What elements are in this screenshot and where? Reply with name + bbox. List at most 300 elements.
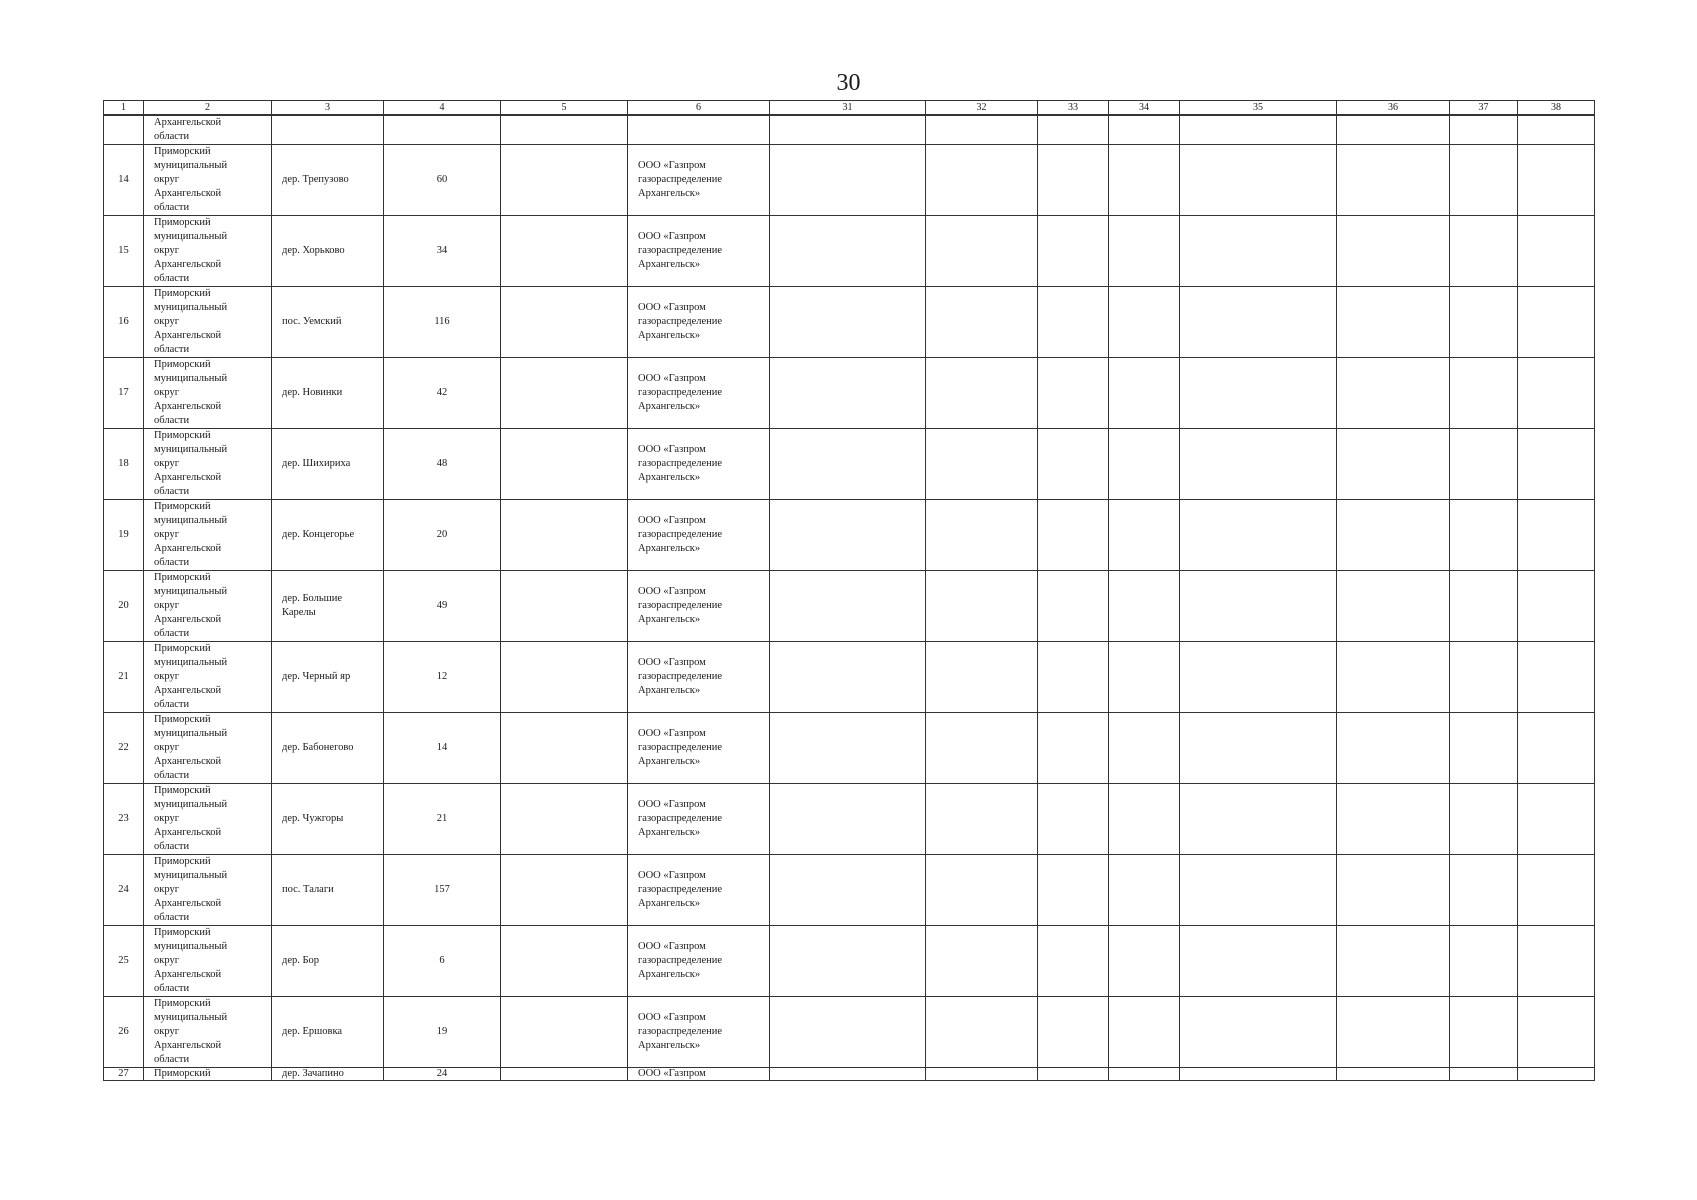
operator-cell: [628, 429, 770, 500]
cell-line: пос. Талаги: [282, 884, 334, 895]
table-row: [104, 145, 1595, 216]
municipality-cell: [144, 713, 272, 784]
settlement-cell: [272, 358, 384, 429]
cell-line: Архангельск»: [638, 401, 701, 412]
cell-line: муниципальный: [154, 373, 228, 384]
empty-cell: [1450, 145, 1518, 216]
empty-cell: [770, 500, 926, 571]
empty-cell: [1337, 358, 1450, 429]
row-number-cell: 23: [104, 784, 144, 855]
operator-cell: [628, 216, 770, 287]
empty-cell: [1038, 216, 1109, 287]
cell-line: дер. Черный яр: [282, 671, 351, 682]
cell-line: дер. Шихириха: [282, 458, 351, 469]
cell-line: газораспределение: [638, 600, 723, 611]
empty-cell: [926, 642, 1038, 713]
row-number-cell: 21: [104, 642, 144, 713]
empty-cell: [1450, 784, 1518, 855]
settlement-cell: [272, 571, 384, 642]
empty-cell: [1038, 571, 1109, 642]
empty-cell: [1109, 713, 1180, 784]
column-number-row: [104, 101, 1595, 116]
cell-line: области: [154, 628, 190, 639]
operator-cell: [628, 145, 770, 216]
empty-cell: [770, 216, 926, 287]
empty-cell: [1450, 500, 1518, 571]
empty-cell: [770, 642, 926, 713]
count-cell: 60: [384, 145, 501, 216]
empty-cell: [1180, 642, 1337, 713]
cell-line: газораспределение: [638, 174, 723, 185]
empty-cell: [926, 429, 1038, 500]
cell-line: дер. Ершовка: [282, 1026, 343, 1037]
empty-cell: [1180, 358, 1337, 429]
table-row: [104, 1068, 1595, 1081]
count-cell: 34: [384, 216, 501, 287]
empty-cell: [1337, 571, 1450, 642]
cell-line: Архангельск»: [638, 614, 701, 625]
cell-line: округ: [154, 458, 180, 469]
column-header: 37: [1450, 101, 1518, 116]
count-cell: 12: [384, 642, 501, 713]
cell-line: муниципальный: [154, 231, 228, 242]
operator-cell: [628, 784, 770, 855]
empty-cell: [926, 500, 1038, 571]
cell-line: ООО «Газпром: [638, 586, 706, 597]
cell-line: округ: [154, 600, 180, 611]
municipality-cell: [144, 997, 272, 1068]
cell-line: области: [154, 344, 190, 355]
row-number-cell: [104, 115, 144, 145]
empty-cell: [1450, 1068, 1518, 1081]
operator-cell: [628, 1068, 770, 1081]
cell-line: округ: [154, 529, 180, 540]
cell-line: округ: [154, 884, 180, 895]
cell-line: области: [154, 202, 190, 213]
empty-cell: [1109, 287, 1180, 358]
column-header: 6: [628, 101, 770, 116]
operator-cell: [628, 500, 770, 571]
cell-line: округ: [154, 671, 180, 682]
cell-line: Архангельск»: [638, 827, 701, 838]
empty-cell: [1450, 642, 1518, 713]
operator-cell: [628, 855, 770, 926]
empty-cell: [501, 500, 628, 571]
empty-cell: [501, 145, 628, 216]
empty-cell: [1337, 145, 1450, 216]
cell-line: ООО «Газпром: [638, 799, 706, 810]
cell-line: газораспределение: [638, 458, 723, 469]
column-header: 34: [1109, 101, 1180, 116]
empty-cell: [501, 855, 628, 926]
cell-line: дер. Новинки: [282, 387, 343, 398]
empty-cell: [770, 571, 926, 642]
column-header: 4: [384, 101, 501, 116]
empty-cell: [1109, 145, 1180, 216]
cell-line: области: [154, 699, 190, 710]
empty-cell: [926, 855, 1038, 926]
operator-cell: [628, 571, 770, 642]
count-cell: 21: [384, 784, 501, 855]
empty-cell: [1180, 784, 1337, 855]
count-cell: 20: [384, 500, 501, 571]
cell-line: Приморский: [154, 217, 211, 228]
row-number-cell: 18: [104, 429, 144, 500]
operator-cell: [628, 358, 770, 429]
empty-cell: [1180, 713, 1337, 784]
operator-cell: [628, 287, 770, 358]
column-header: 2: [144, 101, 272, 116]
cell-line: муниципальный: [154, 515, 228, 526]
cell-line: ООО «Газпром: [638, 870, 706, 881]
municipality-cell: [144, 429, 272, 500]
empty-cell: [501, 642, 628, 713]
empty-cell: [1450, 216, 1518, 287]
cell-line: Архангельск»: [638, 969, 701, 980]
empty-cell: [501, 571, 628, 642]
table-row: [104, 997, 1595, 1068]
empty-cell: [1518, 713, 1595, 784]
cell-line: области: [154, 486, 190, 497]
cell-line: Приморский: [154, 785, 211, 796]
cell-line: пос. Уемский: [282, 316, 342, 327]
empty-cell: [770, 784, 926, 855]
empty-cell: [1180, 145, 1337, 216]
table-row: [104, 855, 1595, 926]
cell-line: Приморский: [154, 927, 211, 938]
municipality-cell: [144, 571, 272, 642]
settlement-cell: [272, 429, 384, 500]
empty-cell: [1518, 1068, 1595, 1081]
empty-cell: [1518, 216, 1595, 287]
cell-line: муниципальный: [154, 657, 228, 668]
cell-line: муниципальный: [154, 870, 228, 881]
empty-cell: [1180, 571, 1337, 642]
empty-cell: [628, 115, 770, 145]
settlement-cell: [272, 145, 384, 216]
cell-line: дер. Бабонегово: [282, 742, 354, 753]
cell-line: Архангельской: [154, 401, 222, 412]
empty-cell: [1518, 145, 1595, 216]
table-row: [104, 500, 1595, 571]
count-cell: 14: [384, 713, 501, 784]
cell-line: округ: [154, 742, 180, 753]
column-header: 1: [104, 101, 144, 116]
empty-cell: [1038, 784, 1109, 855]
empty-cell: [1180, 500, 1337, 571]
municipality-cell: [144, 926, 272, 997]
cell-line: ООО «Газпром: [638, 302, 706, 313]
cell-line: Архангельской: [154, 827, 222, 838]
empty-cell: [1109, 115, 1180, 145]
cell-line: Архангельской: [154, 898, 222, 909]
cell-line: Архангельск»: [638, 756, 701, 767]
table-row: [104, 784, 1595, 855]
empty-cell: [1038, 855, 1109, 926]
cell-line: Архангельск»: [638, 1040, 701, 1051]
empty-cell: [1518, 115, 1595, 145]
cell-line: округ: [154, 316, 180, 327]
count-cell: 24: [384, 1068, 501, 1081]
cell-line: дер. Хорьково: [282, 245, 345, 256]
cell-line: ООО «Газпром: [638, 515, 706, 526]
empty-cell: [501, 713, 628, 784]
empty-cell: [1180, 997, 1337, 1068]
cell-line: округ: [154, 813, 180, 824]
settlements-table: [103, 100, 1595, 1081]
cell-line: Архангельской: [154, 259, 222, 270]
empty-cell: [1450, 571, 1518, 642]
operator-cell: [628, 997, 770, 1068]
empty-cell: [926, 997, 1038, 1068]
count-cell: 48: [384, 429, 501, 500]
cell-line: области: [154, 770, 190, 781]
cell-line: Приморский: [154, 572, 211, 583]
empty-cell: [501, 216, 628, 287]
empty-cell: [1109, 855, 1180, 926]
column-header: 33: [1038, 101, 1109, 116]
column-header: 5: [501, 101, 628, 116]
empty-cell: [1518, 500, 1595, 571]
cell-line: Приморский: [154, 643, 211, 654]
cell-line: Приморский: [154, 288, 211, 299]
cell-line: Приморский: [154, 501, 211, 512]
empty-cell: [1337, 429, 1450, 500]
settlement-cell: [272, 784, 384, 855]
table-row: [104, 216, 1595, 287]
table-row: [104, 642, 1595, 713]
empty-cell: [1337, 1068, 1450, 1081]
empty-cell: [1337, 115, 1450, 145]
column-header: 32: [926, 101, 1038, 116]
municipality-cell: [144, 1068, 272, 1081]
cell-line: газораспределение: [638, 742, 723, 753]
cell-line: ООО «Газпром: [638, 941, 706, 952]
row-number-cell: 19: [104, 500, 144, 571]
empty-cell: [926, 358, 1038, 429]
empty-cell: [1180, 287, 1337, 358]
empty-cell: [1109, 997, 1180, 1068]
empty-cell: [1038, 145, 1109, 216]
empty-cell: [501, 115, 628, 145]
cell-line: муниципальный: [154, 302, 228, 313]
empty-cell: [1038, 642, 1109, 713]
empty-cell: [501, 997, 628, 1068]
cell-line: области: [154, 557, 190, 568]
row-number-cell: 27: [104, 1068, 144, 1081]
cell-line: Архангельск»: [638, 685, 701, 696]
table-row: [104, 358, 1595, 429]
settlement-cell: [272, 855, 384, 926]
empty-cell: [1518, 997, 1595, 1068]
empty-cell: [926, 216, 1038, 287]
cell-line: области: [154, 273, 190, 284]
cell-line: округ: [154, 387, 180, 398]
municipality-cell: [144, 115, 272, 145]
empty-cell: [770, 713, 926, 784]
table-row: [104, 713, 1595, 784]
settlement-cell: [272, 926, 384, 997]
empty-cell: [1450, 855, 1518, 926]
empty-cell: [1038, 287, 1109, 358]
empty-cell: [1038, 713, 1109, 784]
table-body: [104, 115, 1595, 1081]
empty-cell: [1450, 115, 1518, 145]
cell-line: Приморский: [154, 359, 211, 370]
empty-cell: [770, 926, 926, 997]
empty-cell: [384, 115, 501, 145]
settlement-cell: [272, 713, 384, 784]
cell-line: муниципальный: [154, 1012, 228, 1023]
empty-cell: [1518, 855, 1595, 926]
cell-line: газораспределение: [638, 671, 723, 682]
column-header: 3: [272, 101, 384, 116]
municipality-cell: [144, 784, 272, 855]
cell-line: Приморский: [154, 998, 211, 1009]
cell-line: Архангельской: [154, 472, 222, 483]
empty-cell: [501, 1068, 628, 1081]
empty-cell: [1180, 429, 1337, 500]
empty-cell: [770, 855, 926, 926]
count-cell: 19: [384, 997, 501, 1068]
settlement-cell: [272, 500, 384, 571]
count-cell: 49: [384, 571, 501, 642]
column-header: 35: [1180, 101, 1337, 116]
cell-line: области: [154, 983, 190, 994]
empty-cell: [1109, 926, 1180, 997]
empty-cell: [1038, 997, 1109, 1068]
cell-line: области: [154, 415, 190, 426]
settlement-cell: [272, 216, 384, 287]
empty-cell: [770, 115, 926, 145]
empty-cell: [1109, 358, 1180, 429]
cell-line: ООО «Газпром: [638, 1068, 706, 1079]
empty-cell: [926, 1068, 1038, 1081]
cell-line: Приморский: [154, 430, 211, 441]
empty-cell: [1337, 642, 1450, 713]
empty-cell: [770, 358, 926, 429]
empty-cell: [1180, 115, 1337, 145]
municipality-cell: [144, 500, 272, 571]
table-row: [104, 429, 1595, 500]
cell-line: Архангельской: [154, 1040, 222, 1051]
cell-line: Приморский: [154, 714, 211, 725]
row-number-cell: 15: [104, 216, 144, 287]
cell-line: ООО «Газпром: [638, 1012, 706, 1023]
empty-cell: [1518, 358, 1595, 429]
cell-line: Архангельск»: [638, 259, 701, 270]
cell-line: дер. Зачапино: [282, 1068, 344, 1079]
cell-line: газораспределение: [638, 813, 723, 824]
cell-line: Архангельской: [154, 543, 222, 554]
empty-cell: [1038, 358, 1109, 429]
cell-line: Архангельской: [154, 330, 222, 341]
cell-line: газораспределение: [638, 1026, 723, 1037]
table-row: [104, 287, 1595, 358]
empty-cell: [926, 571, 1038, 642]
empty-cell: [770, 287, 926, 358]
empty-cell: [272, 115, 384, 145]
cell-line: муниципальный: [154, 799, 228, 810]
empty-cell: [1450, 358, 1518, 429]
cell-line: Архангельской: [154, 969, 222, 980]
count-cell: 116: [384, 287, 501, 358]
cell-line: муниципальный: [154, 586, 228, 597]
empty-cell: [926, 287, 1038, 358]
municipality-cell: [144, 358, 272, 429]
empty-cell: [1038, 500, 1109, 571]
empty-cell: [501, 926, 628, 997]
cell-line: ООО «Газпром: [638, 657, 706, 668]
row-number-cell: 17: [104, 358, 144, 429]
count-cell: 42: [384, 358, 501, 429]
empty-cell: [1109, 571, 1180, 642]
cell-line: Архангельской: [154, 117, 222, 128]
empty-cell: [1337, 784, 1450, 855]
empty-cell: [1180, 926, 1337, 997]
empty-cell: [1518, 571, 1595, 642]
empty-cell: [1450, 287, 1518, 358]
empty-cell: [1038, 429, 1109, 500]
empty-cell: [1337, 997, 1450, 1068]
row-number-cell: 20: [104, 571, 144, 642]
cell-line: ООО «Газпром: [638, 231, 706, 242]
empty-cell: [1109, 642, 1180, 713]
cell-line: ООО «Газпром: [638, 373, 706, 384]
settlement-cell: [272, 1068, 384, 1081]
empty-cell: [926, 115, 1038, 145]
empty-cell: [1109, 429, 1180, 500]
operator-cell: [628, 926, 770, 997]
row-number-cell: 14: [104, 145, 144, 216]
cell-line: Приморский: [154, 1068, 211, 1079]
row-number-cell: 26: [104, 997, 144, 1068]
empty-cell: [1337, 855, 1450, 926]
table-row: [104, 571, 1595, 642]
cell-line: газораспределение: [638, 529, 723, 540]
column-header: 31: [770, 101, 926, 116]
empty-cell: [1337, 216, 1450, 287]
cell-line: Приморский: [154, 856, 211, 867]
cell-line: газораспределение: [638, 316, 723, 327]
cell-line: дер. Чужгоры: [282, 813, 344, 824]
cell-line: газораспределение: [638, 245, 723, 256]
empty-cell: [1038, 926, 1109, 997]
empty-cell: [1337, 926, 1450, 997]
empty-cell: [926, 713, 1038, 784]
settlement-cell: [272, 642, 384, 713]
empty-cell: [501, 287, 628, 358]
cell-line: Архангельск»: [638, 188, 701, 199]
cell-line: Архангельской: [154, 614, 222, 625]
cell-line: ООО «Газпром: [638, 160, 706, 171]
empty-cell: [770, 1068, 926, 1081]
empty-cell: [1518, 926, 1595, 997]
settlement-cell: [272, 287, 384, 358]
empty-cell: [770, 997, 926, 1068]
municipality-cell: [144, 216, 272, 287]
cell-line: округ: [154, 174, 180, 185]
column-header: 38: [1518, 101, 1595, 116]
cell-line: области: [154, 912, 190, 923]
count-cell: 157: [384, 855, 501, 926]
empty-cell: [501, 358, 628, 429]
cell-line: Архангельской: [154, 756, 222, 767]
cell-line: округ: [154, 1026, 180, 1037]
empty-cell: [770, 429, 926, 500]
count-cell: 6: [384, 926, 501, 997]
cell-line: области: [154, 841, 190, 852]
